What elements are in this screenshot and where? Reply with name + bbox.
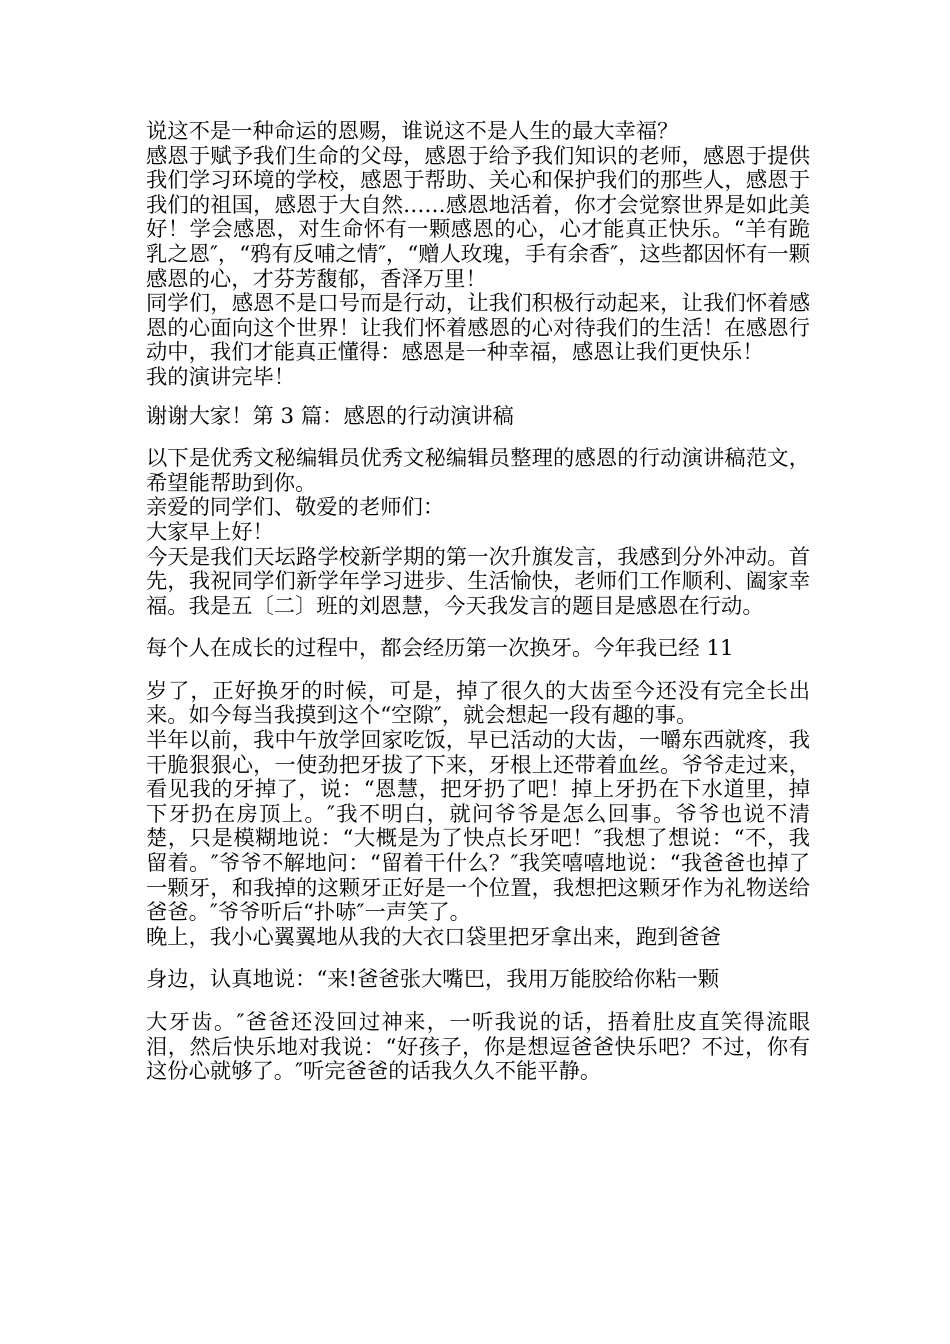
greeting-morning: 大家早上好！	[146, 519, 274, 545]
paragraph-speech-opening: 今天是我们天坛路学校新学期的第一次升旗发言，我感到分外冲动。首先，我祝同学们新学年学习进步、生活愉快，老师们工作顺利、阖家幸福。我是五〔二〕班的刘恩慧，今天我发言的题目是感恩在行动。	[146, 544, 810, 619]
paragraph-intro: 以下是优秀文秘编辑员优秀文秘编辑员整理的感恩的行动演讲稿范文，希望能帮助到你。	[146, 446, 810, 496]
paragraph-evening-1: 晚上，我小心翼翼地从我的大衣口袋里把牙拿出来，跑到爸爸	[146, 924, 722, 950]
paragraph-4: 我的演讲完毕！	[146, 364, 296, 390]
paragraph-teeth-2: 岁了，正好换牙的时候，可是，掉了很久的大齿至今还没有完全长出来。如今每当我摸到这个“空隙″，就会想起一段有趣的事。	[146, 678, 810, 729]
greeting-line: 亲爱的同学们、敬爱的老师们：	[146, 495, 445, 521]
paragraph-story: 半年以前，我中午放学回家吃饭，早已活动的大齿，一嚼东西就疼，我干脆狠狠心，一使劲把牙拔了下来，牙根上还带着血丝。爷爷走过来，看见我的牙掉了，说：“恩慧，把牙扔了吧！掉上牙扔在下水道里，掉下牙扔在房顶上。″我不明白，就问爷爷是怎么回事。爷爷也说不清楚，只是模糊地说：“大概是为了快点长牙吧！″我想了想说：“不，我留着。″爷爷不解地问：“留着干什么？″我笑嘻嘻地说：“我爸爸也掉了一颗牙，和我掉的这颗牙正好是一个位置，我想把这颗牙作为礼物送给爸爸。″爷爷听后“扑哧″一声笑了。	[146, 728, 810, 926]
paragraph-2: 感恩于赋予我们生命的父母，感恩于给予我们知识的老师，感恩于提供我们学习环境的学校，感恩于帮助、关心和保护我们的那些人，感恩于我们的祖国，感恩于大自然……感恩地活着，你才会觉察世界是如此美好！学会感恩，对生命怀有一颗感恩的心，心才能真正快乐。“羊有跪乳之恩″，“鸦有反哺之情″，“赠人玫瑰，手有余香″，这些都因怀有一颗感恩的心，才芬芳馥郁，香泽万里！	[146, 143, 810, 292]
paragraph-teeth-1: 每个人在成长的过程中，都会经历第一次换牙。今年我已经 11	[146, 636, 734, 662]
section-heading: 谢谢大家！第 3 篇：感恩的行动演讲稿	[146, 403, 514, 429]
document-body	[146, 120, 810, 1085]
paragraph-evening-2: 身边，认真地说：“来!爸爸张大嘴巴，我用万能胶给你粘一颗	[146, 967, 720, 993]
paragraph-3: 同学们，感恩不是口号而是行动，让我们积极行动起来，让我们怀着感恩的心面向这个世界！让我们怀着感恩的心对待我们的生活！在感恩行动中，我们才能真正懂得：感恩是一种幸福，感恩让我们更快乐！	[146, 291, 810, 366]
paragraph-1: 说这不是一种命运的恩赐，谁说这不是人生的最大幸福？	[146, 119, 679, 144]
paragraph-evening-3: 大牙齿。″爸爸还没回过神来，一听我说的话，捂着肚皮直笑得流眼泪，然后快乐地对我说：“好孩子，你是想逗爸爸快乐吧？不过，你有这份心就够了。″听完爸爸的话我久久不能平静。	[146, 1010, 810, 1085]
